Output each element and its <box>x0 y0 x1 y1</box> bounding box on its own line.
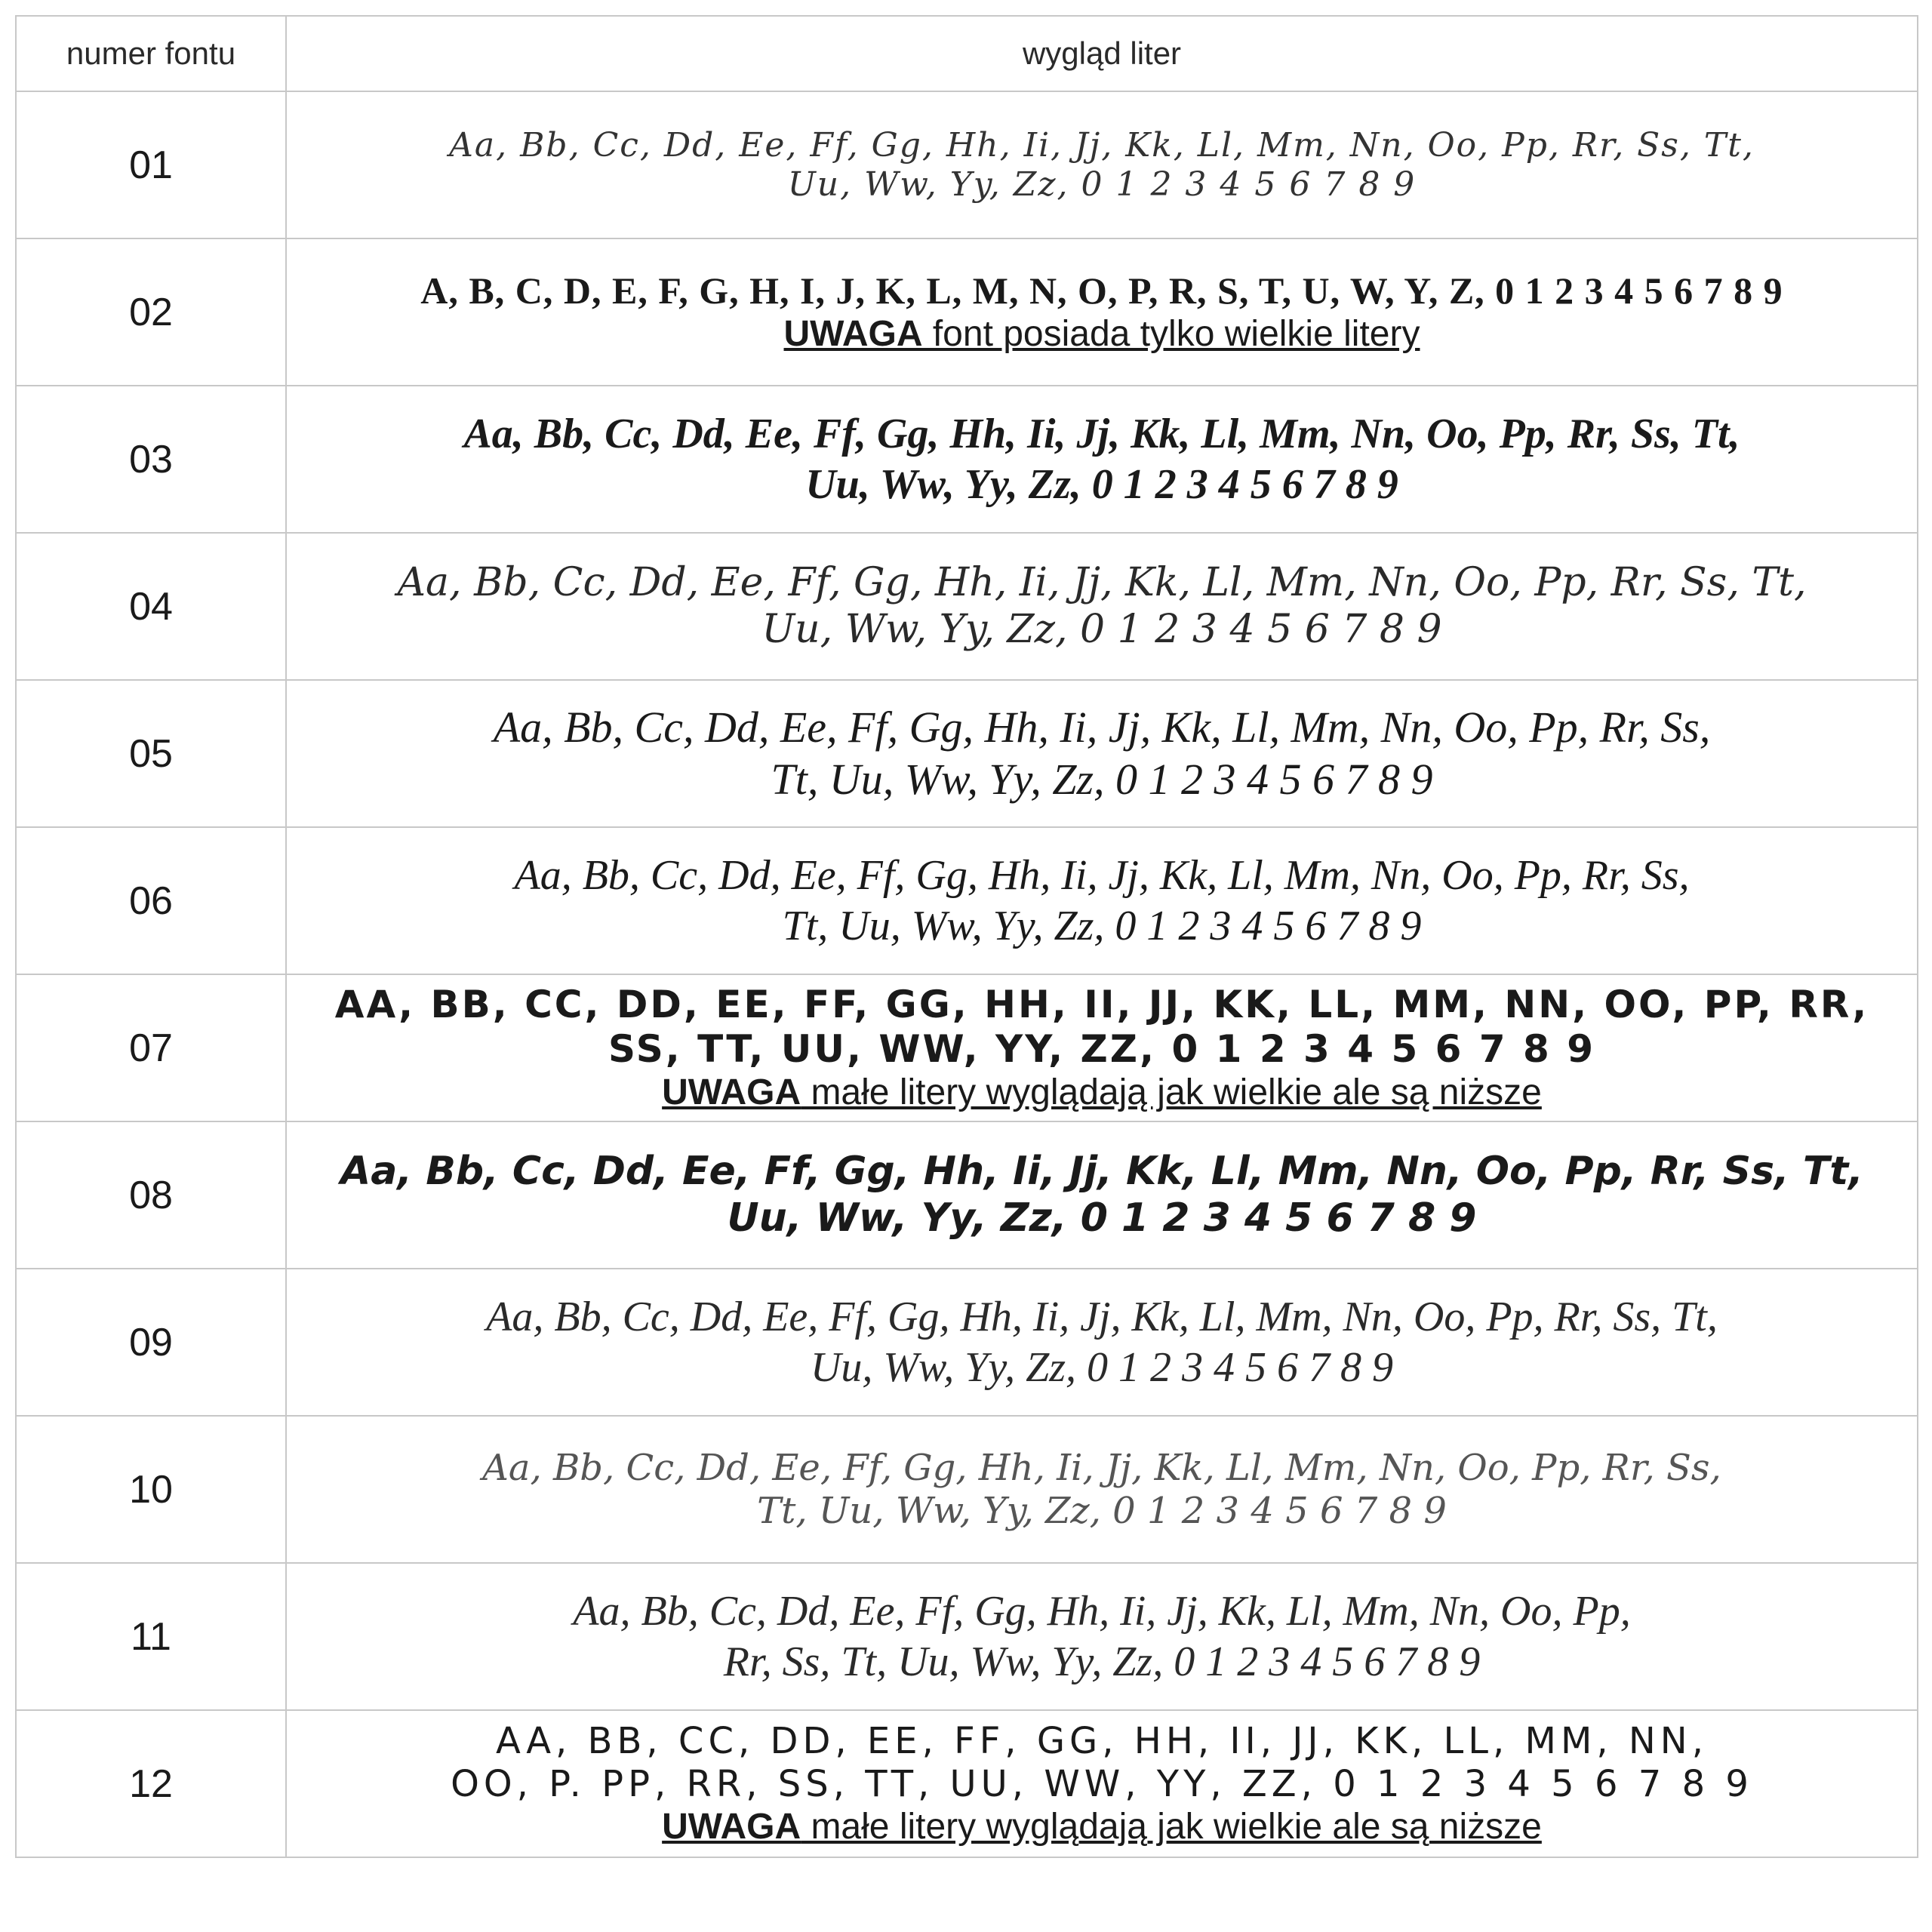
table-row <box>17 1122 1918 1269</box>
font-number: 04 <box>17 534 287 679</box>
table-row <box>17 681 1918 828</box>
header-number-col: numer fontu <box>17 17 287 91</box>
font-note <box>662 1072 1542 1113</box>
font-sample-line: Uu, Ww, Yy, Zz, 0 1 2 3 4 5 6 7 8 9 <box>810 1343 1394 1391</box>
table-header-row <box>17 17 1918 92</box>
note-warning-label: UWAGA <box>662 1806 801 1847</box>
font-sample-line: Tt, Uu, Ww, Yy, Zz, 0 1 2 3 4 5 6 7 8 9 <box>771 754 1433 804</box>
font-number: 02 <box>17 239 287 385</box>
font-sample-line: Aa, Bb, Cc, Dd, Ee, Ff, Gg, Hh, Ii, Jj, Kk, Ll, Mm, Nn, Oo, Pp, Rr, Ss, <box>493 703 1711 752</box>
font-sample-line: OO, P. PP, RR, SS, TT, UU, WW, YY, ZZ, 0 1 2 3 4 5 6 7 8 9 <box>451 1762 1753 1805</box>
font-sample-line: Aa, Bb, Cc, Dd, Ee, Ff, Gg, Hh, Ii, Jj, Kk, Ll, Mm, Nn, Oo, Pp, Rr, Ss, Tt, <box>486 1294 1718 1341</box>
font-sample <box>287 239 1918 385</box>
table-row <box>17 1417 1918 1564</box>
font-number: 03 <box>17 386 287 532</box>
font-sample-line: Rr, Ss, Tt, Uu, Ww, Yy, Zz, 0 1 2 3 4 5 6 7 8 9 <box>723 1638 1481 1685</box>
font-sample-table <box>15 15 1918 1858</box>
font-sample-line: Uu, Ww, Yy, Zz, 0 1 2 3 4 5 6 7 8 9 <box>787 165 1417 204</box>
font-sample-line: Aa, Bb, Cc, Dd, Ee, Ff, Gg, Hh, Ii, Jj, Kk, Ll, Mm, Nn, Oo, Pp, Rr, Ss, Tt, <box>340 1149 1863 1195</box>
font-note <box>784 313 1420 355</box>
font-sample-line: Uu, Ww, Yy, Zz, 0 1 2 3 4 5 6 7 8 9 <box>727 1195 1477 1241</box>
font-sample <box>287 1564 1918 1709</box>
font-number: 12 <box>17 1711 287 1857</box>
font-number: 01 <box>17 92 287 238</box>
font-sample-line: Tt, Uu, Ww, Yy, Zz, 0 1 2 3 4 5 6 7 8 9 <box>782 902 1422 949</box>
font-number: 05 <box>17 681 287 826</box>
font-sample <box>287 828 1918 974</box>
note-text: małe litery wyglądają jak wielkie ale są niższe <box>801 1072 1542 1112</box>
font-sample-line: Aa, Bb, Cc, Dd, Ee, Ff, Gg, Hh, Ii, Jj, Kk, Ll, Mm, Nn, Oo, Pp, Rr, Ss, <box>482 1446 1721 1489</box>
font-sample-line: AA, BB, CC, DD, EE, FF, GG, HH, II, JJ, KK, LL, MM, NN, OO, PP, RR, <box>334 982 1869 1026</box>
header-letters-col: wygląd liter <box>287 17 1918 91</box>
table-row <box>17 975 1918 1122</box>
font-sample <box>287 1269 1918 1415</box>
font-sample <box>287 1711 1918 1857</box>
note-text: małe litery wyglądają jak wielkie ale są niższe <box>801 1806 1542 1847</box>
font-number: 08 <box>17 1122 287 1268</box>
font-number: 06 <box>17 828 287 974</box>
font-sample-line: Aa, Bb, Cc, Dd, Ee, Ff, Gg, Hh, Ii, Jj, Kk, Ll, Mm, Nn, Oo, Pp, <box>573 1588 1631 1635</box>
note-warning-label: UWAGA <box>783 314 923 355</box>
table-row <box>17 534 1918 681</box>
font-sample-line: Aa, Bb, Cc, Dd, Ee, Ff, Gg, Hh, Ii, Jj, Kk, Ll, Mm, Nn, Oo, Pp, Rr, Ss, <box>514 852 1690 900</box>
font-note <box>662 1806 1542 1847</box>
font-number: 11 <box>17 1564 287 1709</box>
font-sample-line: A, B, C, D, E, F, G, H, I, J, K, L, M, N, O, P, R, S, T, U, W, Y, Z, 0 1 2 3 4 5 6 7 8 9 <box>420 269 1783 312</box>
font-number: 10 <box>17 1417 287 1562</box>
table-row <box>17 1711 1918 1858</box>
font-sample <box>287 1122 1918 1268</box>
font-sample <box>287 1417 1918 1562</box>
font-sample-line: Uu, Ww, Yy, Zz, 0 1 2 3 4 5 6 7 8 9 <box>805 460 1398 508</box>
table-row <box>17 828 1918 975</box>
font-sample <box>287 975 1918 1121</box>
font-sample <box>287 534 1918 679</box>
note-warning-label: UWAGA <box>662 1072 801 1112</box>
font-number: 09 <box>17 1269 287 1415</box>
table-row <box>17 239 1918 386</box>
font-sample <box>287 92 1918 238</box>
font-sample <box>287 681 1918 826</box>
table-body <box>17 92 1918 1858</box>
table-row <box>17 92 1918 239</box>
table-row <box>17 1564 1918 1711</box>
table-row <box>17 386 1918 534</box>
font-sample-line: Aa, Bb, Cc, Dd, Ee, Ff, Gg, Hh, Ii, Jj, Kk, Ll, Mm, Nn, Oo, Pp, Rr, Ss, Tt, <box>397 560 1807 606</box>
font-sample-line: Uu, Ww, Yy, Zz, 0 1 2 3 4 5 6 7 8 9 <box>761 606 1442 652</box>
font-number: 07 <box>17 975 287 1121</box>
table-row <box>17 1269 1918 1417</box>
font-sample-line: AA, BB, CC, DD, EE, FF, GG, HH, II, JJ, KK, LL, MM, NN, <box>496 1720 1708 1763</box>
font-sample-line: Tt, Uu, Ww, Yy, Zz, 0 1 2 3 4 5 6 7 8 9 <box>757 1489 1447 1532</box>
font-sample-line: Aa, Bb, Cc, Dd, Ee, Ff, Gg, Hh, Ii, Jj, Kk, Ll, Mm, Nn, Oo, Pp, Rr, Ss, Tt, <box>463 411 1740 458</box>
font-sample-line: Aa, Bb, Cc, Dd, Ee, Ff, Gg, Hh, Ii, Jj, Kk, Ll, Mm, Nn, Oo, Pp, Rr, Ss, Tt, <box>449 125 1755 165</box>
note-text: font posiada tylko wielkie litery <box>922 314 1420 355</box>
font-sample <box>287 386 1918 532</box>
font-sample-line: SS, TT, UU, WW, YY, ZZ, 0 1 2 3 4 5 6 7 8 9 <box>608 1026 1596 1071</box>
